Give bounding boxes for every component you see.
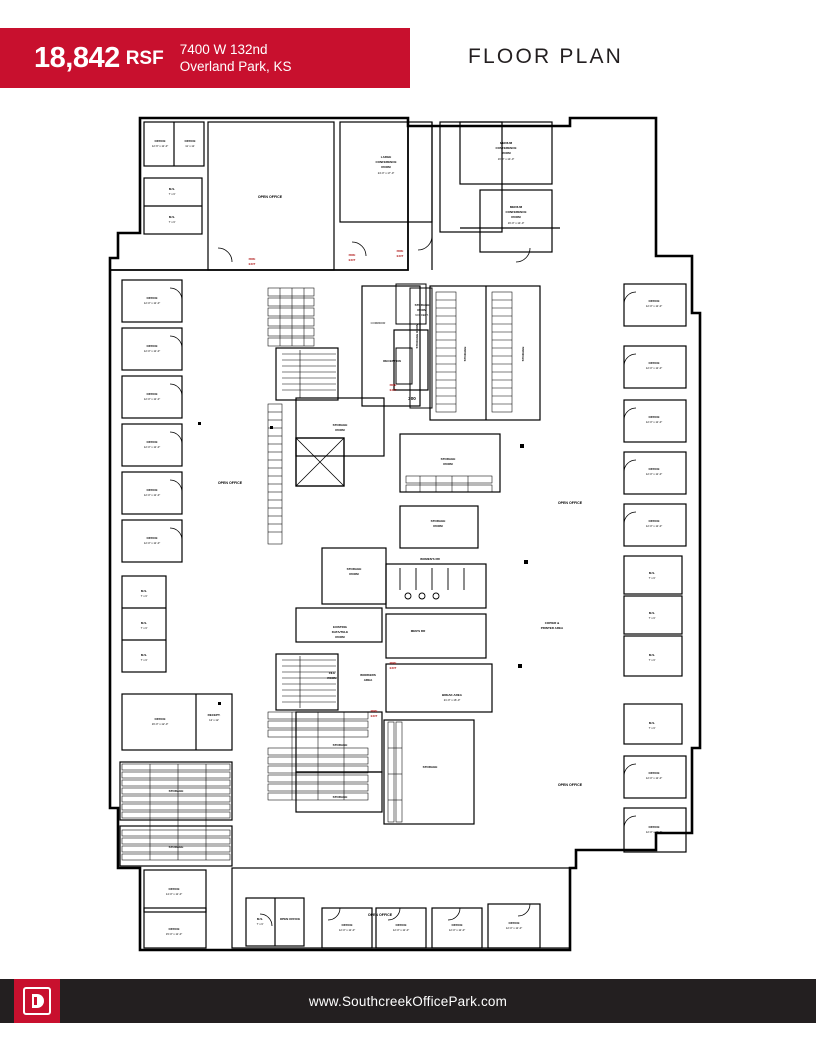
room-label: M.S. — [648, 721, 656, 725]
room-label: EXISTING — [332, 625, 348, 629]
room-label: STORAGE — [440, 457, 456, 461]
room-label: OPEN OFFICE — [557, 783, 583, 787]
fire-exit-label: EXIT — [348, 258, 356, 262]
room-dim: 7' x 6' — [140, 659, 148, 662]
room-label: OFFICE — [648, 361, 660, 365]
fire-exit-label: FIRE — [248, 257, 256, 261]
room-label: STORAGE — [414, 303, 430, 307]
room-dim: 7' x 6' — [256, 923, 264, 926]
room-label: STORAGE — [332, 423, 348, 427]
room-dim: 12'-0" x 11'-0" — [338, 929, 356, 932]
room-dim: 14'-0" x 11'-0" — [165, 893, 183, 896]
room-dim: 12'-0" x 11'-0" — [143, 494, 161, 497]
room-label: STORAGE — [168, 845, 184, 849]
rsf-label: RSF — [125, 47, 164, 69]
room-dim: 15'-0" x 11'-0" — [165, 933, 183, 936]
room-label: BREAK AREA — [442, 693, 462, 697]
room-label: CONFERENCE — [375, 160, 397, 164]
page-title: FLOOR PLAN — [468, 45, 624, 68]
room-label: STORAGE — [332, 795, 348, 799]
room-dim: 12'-0" x 11'-0" — [645, 777, 663, 780]
room-label: RECEPT. — [207, 713, 221, 717]
room-dim: 12'-0" x 11'-0" — [392, 929, 410, 932]
room-label: STORAGE — [422, 765, 438, 769]
room-label: M.S. — [648, 571, 656, 575]
room-label: OFFICE — [168, 927, 180, 931]
room-label: OFFICE — [146, 440, 158, 444]
room-label: ROOM — [443, 462, 453, 466]
room-dim: 7' x 6' — [140, 595, 148, 598]
room-dim: 21'-0" x 16'-0" — [443, 699, 461, 702]
fire-exit-label: FIRE — [389, 383, 397, 387]
room-label: STORAGE ROOM — [415, 323, 419, 349]
room-label: OFFICE — [648, 771, 660, 775]
room-label: WORKERS — [360, 673, 376, 677]
room-dim: 12'-0" x 11'-0" — [143, 350, 161, 353]
room-label: CONFERENCE — [495, 146, 517, 150]
fire-exit-label: EXIT — [248, 262, 256, 266]
room-dim: 12'-0" x 11'-0" — [645, 367, 663, 370]
fire-exit-label: EXIT — [396, 254, 404, 258]
room-label: OFFICE — [508, 921, 520, 925]
room-label: PRINTER AREA — [540, 626, 564, 630]
room-label: ROOM — [335, 635, 345, 639]
fire-exit-label: FIRE — [389, 661, 397, 665]
room-label: FILE — [328, 671, 336, 675]
room-dim: 12'-0" x 11'-0" — [143, 542, 161, 545]
room-dim: 7' x 6' — [168, 221, 176, 224]
room-dim: 12'-0" x 11'-0" — [143, 398, 161, 401]
rsf-number: 18,842 — [34, 41, 120, 74]
room-label: STORAGE — [463, 346, 467, 362]
room-label: ROOM — [511, 215, 521, 219]
logo-mark-icon — [22, 986, 52, 1016]
room-label: STORAGE — [332, 743, 348, 747]
room-dim: 12'-0" x 11'-0" — [645, 525, 663, 528]
room-label: WOMEN'S RR — [420, 557, 440, 561]
room-label: ROOM — [327, 676, 337, 680]
room-dim: 16'-0" x 12'-0" — [151, 723, 169, 726]
address-line-2: Overland Park, KS — [179, 59, 292, 74]
room-label: AREA — [363, 678, 373, 682]
room-label: M.S. — [140, 621, 148, 625]
room-dim: 7' x 6' — [140, 627, 148, 630]
room-label: OFFICE — [648, 299, 660, 303]
room-label: OFFICE — [184, 139, 196, 143]
room-dim: 12'-0" x 11'-0" — [143, 446, 161, 449]
room-dim: 7' x 6' — [648, 659, 656, 662]
floor-plan-drawing — [100, 108, 710, 978]
fire-exit-label: FIRE — [396, 249, 404, 253]
room-label: STORAGE — [346, 567, 362, 571]
room-label: ROOM — [349, 572, 359, 576]
room-label: CONFERENCE — [505, 210, 527, 214]
room-label: MEDIUM — [499, 141, 513, 145]
room-label: OFFICE — [451, 923, 463, 927]
room-label: OFFICE — [146, 392, 158, 396]
room-dim: 12'-0" x 11'-0" — [645, 305, 663, 308]
room-label: M.S. — [648, 611, 656, 615]
room-dim: 11' x 11' — [185, 145, 195, 148]
room-label: M.S. — [256, 917, 264, 921]
room-label: OFFICE — [648, 519, 660, 523]
room-dim: 24'-0" x 17'-0" — [377, 172, 395, 175]
room-dim: 12' x 12' — [209, 719, 219, 722]
room-label: M.S. — [140, 653, 148, 657]
room-dim: 12'-6" x 11'-0" — [151, 145, 169, 148]
room-dim: 7' x 6' — [648, 617, 656, 620]
room-label: M.S. — [168, 215, 176, 219]
address-line-1: 7400 W 132nd — [179, 41, 268, 57]
room-label: ROOM — [501, 151, 511, 155]
room-dim: 12'-0" x 11'-0" — [645, 473, 663, 476]
fire-exit-label: FIRE — [348, 253, 356, 257]
room-label: OPEN OFFICE — [257, 195, 283, 199]
room-dim: 12'-0" x 11'-0" — [505, 927, 523, 930]
room-label: OFFICE — [395, 923, 407, 927]
room-dim: 7' x 6' — [648, 727, 656, 730]
company-logo[interactable] — [14, 979, 60, 1023]
room-dim: 16'-0" x 14'-0" — [507, 222, 525, 225]
fire-exit-label: EXIT — [389, 666, 397, 670]
room-label: ROOM — [433, 524, 443, 528]
room-label: OFFICE — [146, 344, 158, 348]
room-label: STORAGE — [521, 346, 525, 362]
room-label: OFFICE — [648, 415, 660, 419]
room-label: OFFICE — [648, 467, 660, 471]
footer-website-link[interactable]: www.SouthcreekOfficePark.com — [308, 993, 508, 1009]
suite-number: 300 — [408, 396, 416, 401]
corridor-label: CORRIDOR — [370, 322, 386, 325]
room-label: LARGE — [380, 155, 392, 159]
room-label: OPEN OFFICE — [279, 917, 301, 921]
room-label: OPEN OFFICE — [557, 501, 583, 505]
room-label: OFFICE — [168, 887, 180, 891]
room-label: RECEPTION — [383, 359, 401, 363]
room-label: OFFICE — [146, 536, 158, 540]
room-label: OFFICE — [146, 488, 158, 492]
room-label: MEN'S RR — [410, 629, 426, 633]
room-dim: 12'-0" x 11'-0" — [448, 929, 466, 932]
property-address — [180, 41, 292, 76]
room-label: OFFICE — [154, 717, 166, 721]
header-banner — [0, 28, 410, 88]
room-label: COPIER & — [544, 621, 560, 625]
room-dim: 12'-0" x 11'-0" — [645, 831, 663, 834]
room-label: DATA/TELE — [331, 630, 349, 634]
room-dim: NO. DEPT. — [415, 314, 429, 317]
room-label: OPEN OFFICE — [217, 481, 243, 485]
room-dim: 7' x 6' — [168, 193, 176, 196]
room-label: M.S. — [140, 589, 148, 593]
room-label: M.S. — [168, 187, 176, 191]
room-dim: 16'-0" x 14'-0" — [497, 158, 515, 161]
room-label: ROOM — [335, 428, 345, 432]
room-label: ROOM — [417, 308, 427, 312]
room-dim: 12'-0" x 11'-0" — [645, 421, 663, 424]
room-label: OFFICE — [648, 825, 660, 829]
room-label: MEDIUM — [509, 205, 523, 209]
room-label: OFFICE — [154, 139, 166, 143]
room-label: OFFICE — [341, 923, 353, 927]
room-label: OFFICE — [146, 296, 158, 300]
fire-exit-label: EXIT — [389, 388, 397, 392]
fire-exit-label: EXIT — [370, 714, 378, 718]
room-label: STORAGE — [430, 519, 446, 523]
room-label: OPEN OFFICE — [367, 913, 393, 917]
room-label: STORAGE — [168, 789, 184, 793]
room-dim: 12'-0" x 11'-0" — [143, 302, 161, 305]
room-dim: 7' x 6' — [648, 577, 656, 580]
room-label: ROOM — [381, 165, 391, 169]
fire-exit-label: FIRE — [370, 709, 378, 713]
room-label: M.S. — [648, 653, 656, 657]
